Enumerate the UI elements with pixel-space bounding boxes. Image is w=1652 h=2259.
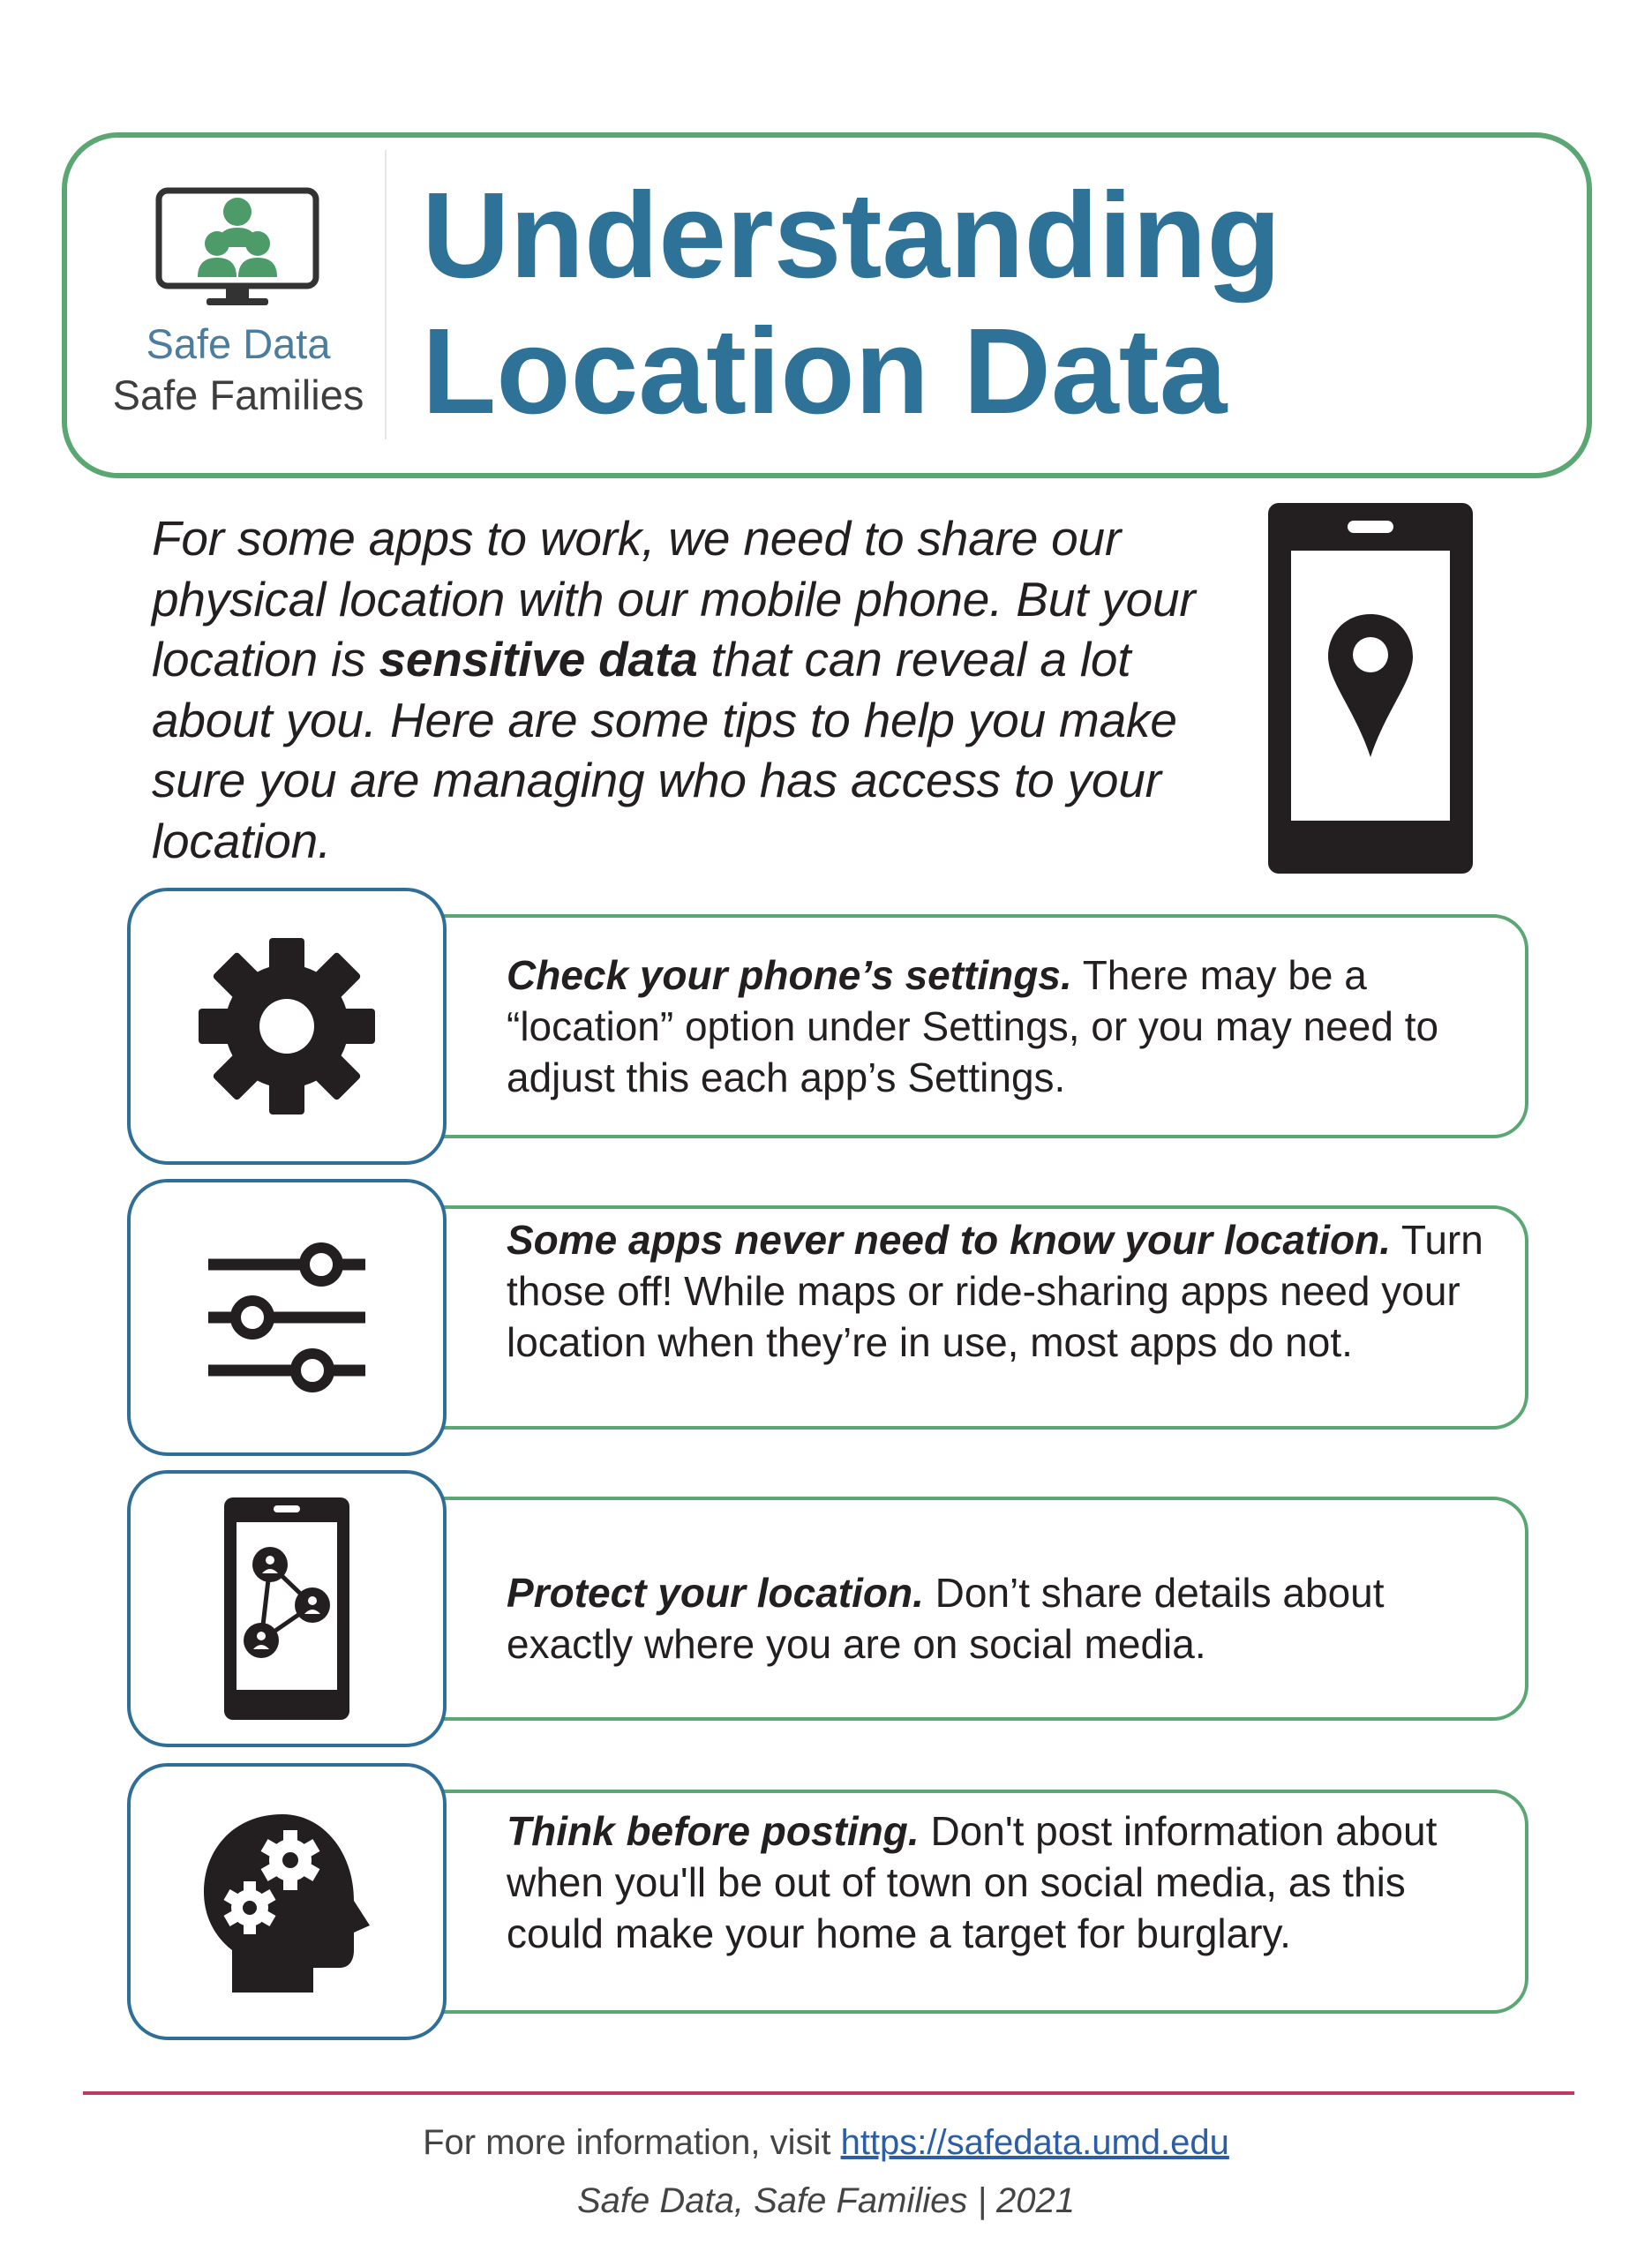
tip-text-apps	[507, 1214, 1504, 1368]
tip-heading: Check your phone’s settings.	[507, 952, 1072, 998]
logo	[92, 150, 387, 439]
footer-prefix: For more information, visit	[423, 2123, 841, 2162]
tip-text-protect	[507, 1567, 1504, 1670]
monitor-people-icon	[154, 185, 321, 318]
tip-body: Don’t share details about exactly where you are on social media.	[507, 1570, 1385, 1667]
tip-icon-frame-apps	[127, 1179, 447, 1456]
tip-body: Turn those off! While maps or ride-sharing apps need your location when they’re in use, most apps do not.	[507, 1217, 1483, 1365]
intro-text-after: that can reveal a lot about you. Here are some tips to help you make sure you are managing who has access to your location.	[152, 632, 1177, 868]
tip-icon-frame-posting	[127, 1763, 447, 2040]
logo-text-line1: Safe Data	[146, 320, 331, 367]
footer-credit: Safe Data, Safe Families | 2021	[576, 2181, 1076, 2220]
logo-text-line2: Safe Families	[112, 371, 364, 418]
gear-icon	[194, 934, 379, 1119]
tip-icon-frame-settings	[127, 888, 447, 1165]
tip-heading: Some apps never need to know your location.	[507, 1217, 1391, 1263]
footer-link[interactable]: https://safedata.umd.edu	[840, 2123, 1229, 2162]
head-gears-icon	[199, 1809, 375, 1994]
tip-icon-frame-protect	[127, 1470, 447, 1747]
intro-emphasis: sensitive data	[379, 632, 698, 687]
tip-body: There may be a “location” option under Settings, or you may need to adjust this each app’s Settings.	[507, 952, 1439, 1100]
tip-heading: Think before posting.	[507, 1808, 920, 1854]
intro-text-before: For some apps to work, we need to share our physical location with our mobile phone. But your location is	[152, 511, 1196, 687]
tip-body: Don't post information about when you'll be out of town on social media, as this could make your home a target for burglary.	[507, 1808, 1438, 1956]
footer-divider	[83, 2091, 1574, 2095]
phone-location-pin-icon	[1266, 501, 1475, 875]
footer-info	[0, 2123, 1652, 2163]
sliders-icon	[203, 1238, 371, 1397]
intro-paragraph	[152, 508, 1255, 871]
tip-text-posting	[507, 1805, 1504, 1959]
tip-heading: Protect your location.	[507, 1570, 924, 1616]
tip-text-settings	[507, 949, 1504, 1103]
phone-network-icon	[222, 1496, 351, 1722]
page-title-line2: Location Data	[422, 304, 1228, 439]
page-title-line1: Understanding	[422, 168, 1281, 304]
